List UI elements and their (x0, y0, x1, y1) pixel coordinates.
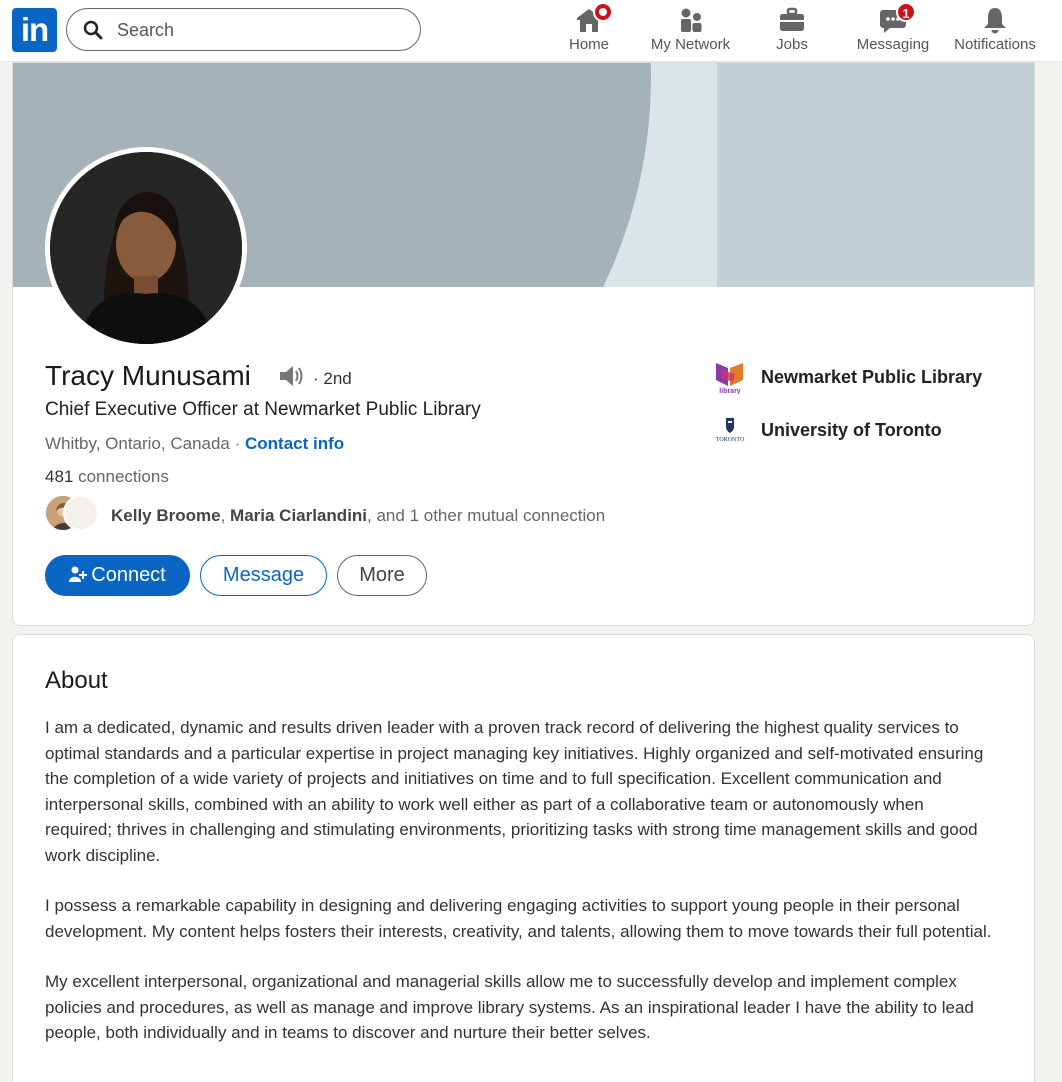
add-person-icon (69, 565, 87, 583)
profile-photo[interactable] (45, 147, 247, 349)
more-button[interactable]: More (337, 555, 427, 596)
connection-degree: · 2nd (313, 369, 352, 388)
speaker-icon[interactable] (278, 364, 306, 388)
profile-photo-image (50, 152, 242, 344)
bell-icon (980, 5, 1010, 35)
mutual-sep: , (220, 506, 231, 525)
newmarket-library-logo (713, 360, 747, 394)
search-box[interactable] (66, 8, 421, 51)
about-card (12, 634, 1035, 1082)
mutual-name-1[interactable]: Kelly Broome (111, 506, 221, 525)
about-paragraph-3: My excellent interpersonal, organizational and managerial skills allow me to successfully develop and implement complex policies and procedures, as well as manage and improve library systems. As an inspirational leader I have the ability to lead people, both individually and in teams to discover and nurture their better selves. (45, 972, 974, 1042)
home-notification-dot (593, 2, 613, 22)
search-icon (83, 20, 103, 40)
nav-notifications-label: Notifications (954, 36, 1036, 53)
profile-location-line (45, 434, 344, 454)
connections-count[interactable] (45, 467, 169, 487)
about-paragraph-2: I possess a remarkable capability in designing and delivering engaging activities to support young people in their personal development. My content helps fosters their interests, creativity, and talents, allowing them to move towards their full potential. (45, 896, 992, 941)
location-separator: · (229, 434, 245, 453)
top-nav (0, 0, 1062, 62)
nav-messaging[interactable] (852, 0, 934, 62)
connections-number: 481 (45, 467, 74, 486)
mutual-connections[interactable] (111, 506, 605, 526)
newmarket-library-logo-text: library (719, 388, 741, 394)
profile-card (12, 62, 1035, 626)
org-university-toronto[interactable] (713, 413, 942, 447)
nav-home[interactable] (559, 0, 619, 62)
nav-messaging-label: Messaging (856, 36, 930, 53)
about-title: About (45, 667, 108, 694)
contact-info-link[interactable]: Contact info (245, 434, 345, 453)
mutual-name-2[interactable]: Maria Ciarlandini (230, 506, 368, 525)
profile-name: Tracy Munusami (45, 360, 251, 391)
mutual-avatar-2 (63, 495, 99, 531)
profile-headline: Chief Executive Officer at Newmarket Public Library (45, 399, 481, 420)
connect-button[interactable] (45, 555, 190, 596)
mutual-avatars[interactable] (45, 495, 99, 531)
about-text (45, 715, 995, 1071)
org-newmarket-library[interactable] (713, 360, 982, 394)
connect-label: Connect (91, 564, 166, 586)
nav-jobs[interactable] (762, 0, 822, 62)
university-of-toronto-logo (713, 413, 747, 447)
connections-label: connections (73, 467, 169, 486)
org-name-newmarket: Newmarket Public Library (761, 366, 983, 387)
nav-my-network-label: My Network (650, 36, 731, 53)
nav-notifications[interactable] (946, 0, 1044, 62)
messaging-badge: 1 (896, 2, 916, 22)
org-name-toronto: University of Toronto (761, 419, 942, 440)
mutual-rest: , and 1 other mutual connection (367, 506, 606, 525)
briefcase-icon (777, 5, 807, 35)
message-button[interactable]: Message (200, 555, 327, 596)
university-of-toronto-logo-text: TORONTO (715, 437, 745, 443)
nav-home-label: Home (568, 36, 609, 53)
search-input[interactable] (117, 17, 407, 43)
linkedin-logo[interactable]: in (12, 8, 57, 52)
people-icon (676, 5, 706, 35)
profile-location: Whitby, Ontario, Canada (45, 434, 230, 453)
nav-my-network[interactable] (643, 0, 738, 62)
nav-jobs-label: Jobs (776, 36, 808, 53)
about-paragraph-1: I am a dedicated, dynamic and results driven leader with a proven track record of delivering the highest quality services to optimal standards and a particular expertise in project managing key initiatives. Highly organized and self-motivated ensuring the completion of a wide variety of projects and initiatives on time and to full specification. Excellent communication and interpersonal skills, combined with an ability to work well either as part of a collaborative team or autonomously when required; thrives in challenging and stimulating environments, prioritizing tasks with strong time management skills and good work discipline. (45, 718, 984, 865)
